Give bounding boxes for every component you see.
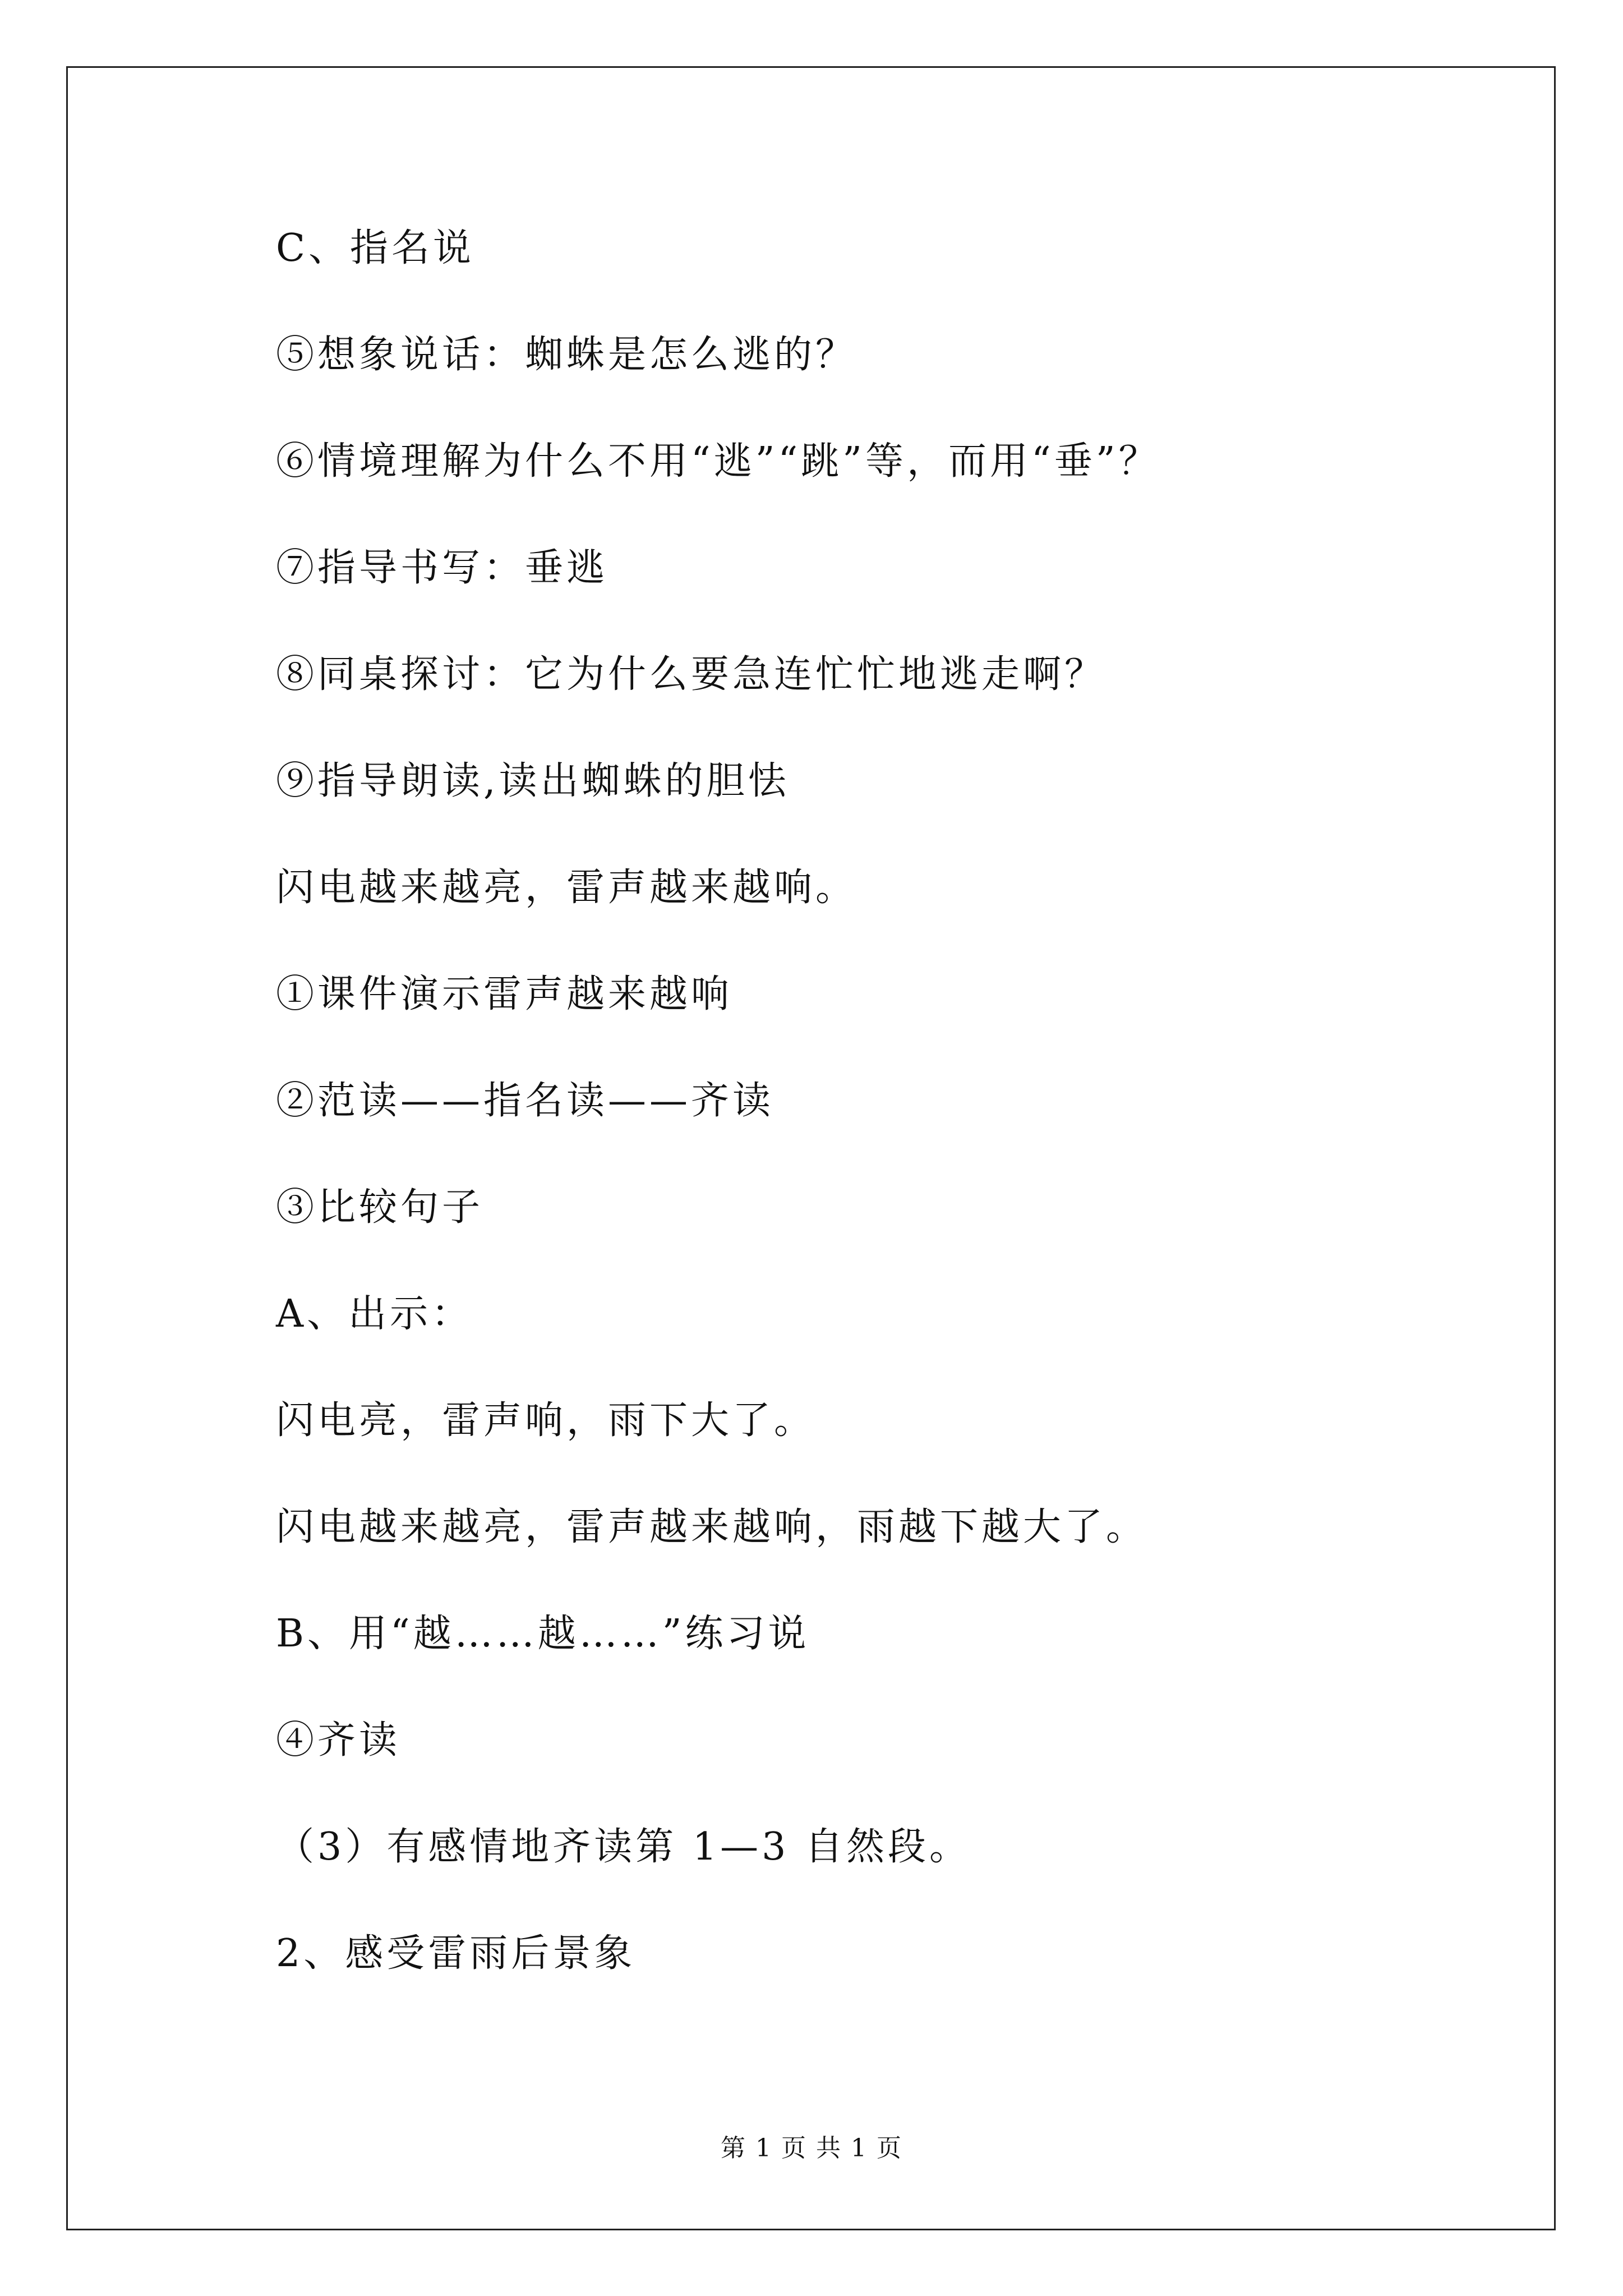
page-border <box>66 66 1556 2230</box>
text-line: （3）有感情地齐读第 1—3 自然段。 <box>276 1825 971 1869</box>
text-line: ④齐读 <box>276 1718 401 1763</box>
text-line: 闪电越来越亮，雷声越来越响，雨越下越大了。 <box>276 1505 1148 1549</box>
text-line: ②范读——指名读——齐读 <box>276 1079 774 1123</box>
text-line: ⑦指导书写：垂逃 <box>276 546 608 590</box>
text-line: 闪电亮，雷声响，雨下大了。 <box>276 1398 816 1443</box>
text-line: A、出示： <box>276 1292 473 1336</box>
text-line: 2、感受雷雨后景象 <box>276 1931 636 1976</box>
page-footer: 第 1 页 共 1 页 <box>721 2134 902 2162</box>
text-line: C、指名说 <box>276 226 475 270</box>
text-line: ⑤想象说话：蜘蛛是怎么逃的？ <box>276 333 857 377</box>
text-line: ①课件演示雷声越来越响 <box>276 972 733 1016</box>
text-line: B、用“越……越……”练习说 <box>276 1612 810 1656</box>
text-line: ③比较句子 <box>276 1185 484 1230</box>
text-line: ⑥情境理解为什么不用“逃”“跳”等，而用“垂”？ <box>276 439 1160 484</box>
text-line: 闪电越来越亮，雷声越来越响。 <box>276 866 857 910</box>
text-line: ⑧同桌探讨：它为什么要急连忙忙地逃走啊？ <box>276 652 1106 697</box>
text-line: ⑨指导朗读,读出蜘蛛的胆怯 <box>276 759 790 803</box>
